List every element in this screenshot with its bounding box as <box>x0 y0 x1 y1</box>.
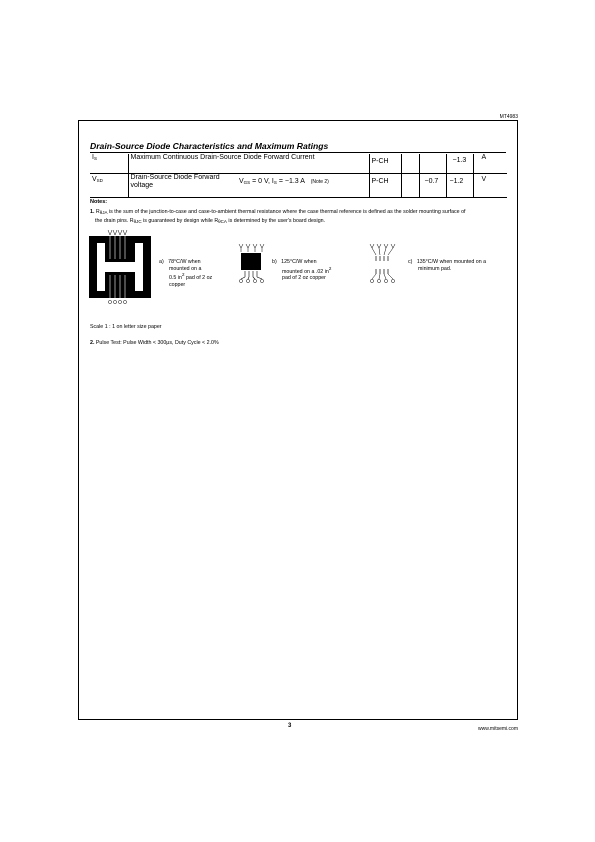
max-cell: −1.3 <box>446 154 473 174</box>
figure-a-caption: a) 78°C/W when mounted on a 0.5 $in^2$ pad of 2 oz copper <box>159 259 213 288</box>
table-row <box>90 174 507 198</box>
typ-cell: −0.7 <box>419 174 446 198</box>
min-cell <box>401 174 419 198</box>
max-cell: −1.2 <box>446 174 473 198</box>
pad-diagram-minimum <box>366 243 398 287</box>
pad-diagram-medium <box>235 243 267 287</box>
section-title: Drain-Source Diode Characteristics and Maximum Ratings <box>90 141 506 153</box>
symbol-cell: $V_{SD}$ <box>90 174 128 198</box>
figure-b-caption: b) 125°C/W when mounted on a .02 $in^2$ pad of 2 oz copper <box>272 259 332 281</box>
part-number: MT4983 <box>499 114 518 120</box>
min-cell <box>401 154 419 174</box>
type-cell: P-CH <box>369 154 401 174</box>
parameter-cell: Maximum Continuous Drain-Source Diode Forward Current <box>128 154 369 174</box>
note-1: 1. $R_{\theta JA}$ is the sum of the junction-to-case and case-to-ambient thermal resistance where the case thermal reference is defined as the solder mounting surface of the drain pins. $R_{\theta JC}$ is guaranteed by design while $R_{\theta CA}$ is determined by the user's board design. <box>90 209 466 224</box>
page-frame <box>78 120 518 720</box>
units-cell: A <box>473 154 507 174</box>
specs-table <box>90 154 507 198</box>
conditions-cell: $V_{GS} = 0$ V, $I_S = -1.3$ A (Note 2) <box>237 174 369 198</box>
note-2: 2. Pulse Test: Pulse Width < 300μs, Duty Cycle < 2.0% <box>90 340 219 346</box>
footer-url[interactable]: www.mitsemi.com <box>477 726 518 732</box>
type-cell: P-CH <box>369 174 401 198</box>
parameter-cell: Drain-Source Diode Forward voltage <box>128 174 237 198</box>
page-number: 3 <box>288 723 292 729</box>
pad-diagram-large <box>89 229 151 305</box>
figure-c-caption: c) 135°C/W when mounted on a minimum pad. <box>408 259 487 272</box>
notes-heading: Notes: <box>90 199 108 205</box>
scale-note: Scale 1 : 1 on letter size paper <box>90 324 162 330</box>
table-row <box>90 154 507 174</box>
symbol-cell: $I_S$ <box>90 154 128 174</box>
units-cell: V <box>473 174 507 198</box>
typ-cell <box>419 154 446 174</box>
